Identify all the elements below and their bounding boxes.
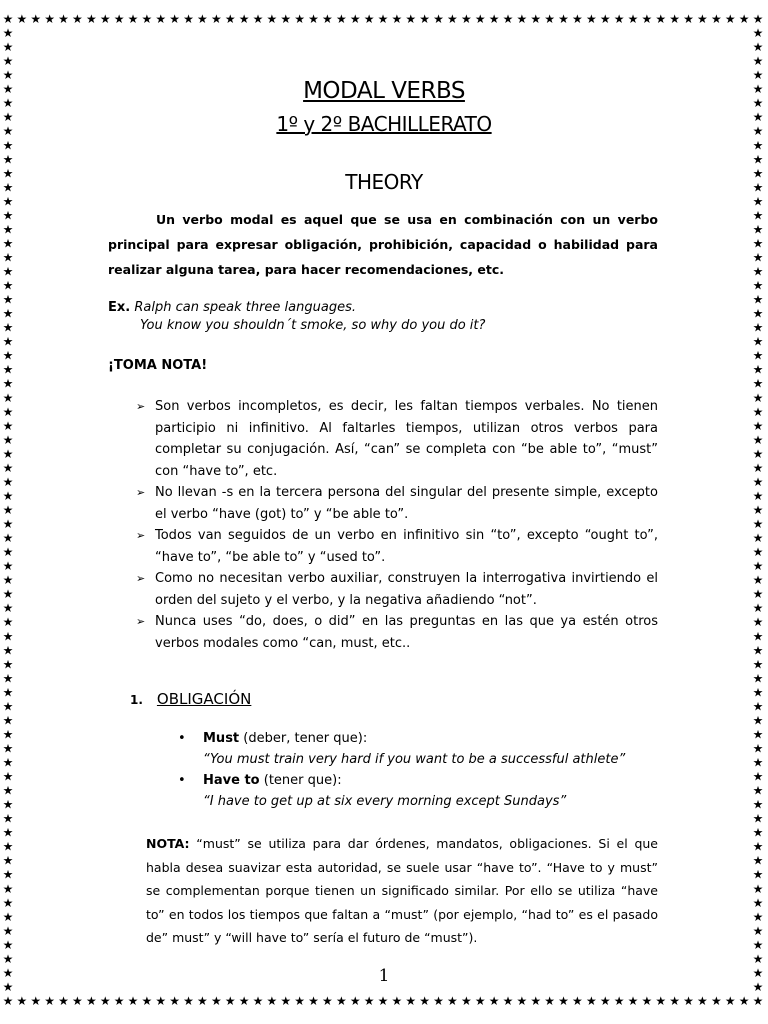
border-star-icon: ★ — [2, 278, 14, 293]
border-star-icon: ★ — [752, 278, 764, 293]
border-star-icon: ★ — [210, 994, 222, 1008]
page-title: MODAL VERBS — [303, 78, 465, 104]
arrow-bullet-icon: ➢ — [136, 615, 146, 628]
list-item — [136, 568, 658, 611]
note-text: Como no necesitan verbo auxiliar, construyen la interrogativa invirtiendo el orden del sujeto y el verbo, y la negativa añadiendo “not”. — [155, 571, 658, 608]
border-star-icon: ★ — [433, 12, 444, 26]
border-star-icon: ★ — [2, 867, 14, 882]
border-star-icon: ★ — [752, 531, 764, 546]
border-star-icon: ★ — [2, 853, 14, 868]
border-star-icon: ★ — [72, 12, 83, 26]
border-star-icon: ★ — [2, 825, 14, 840]
border-star-icon: ★ — [2, 783, 14, 798]
border-star-icon: ★ — [488, 994, 500, 1008]
border-star-icon: ★ — [391, 12, 403, 26]
border-star-icon: ★ — [752, 643, 764, 658]
border-star-icon: ★ — [30, 12, 42, 26]
border-star-icon: ★ — [2, 797, 14, 812]
border-star-icon: ★ — [2, 236, 14, 251]
arrow-bullet-icon: ➢ — [136, 572, 146, 585]
border-star-icon: ★ — [238, 12, 250, 26]
border-star-icon: ★ — [752, 825, 764, 840]
border-star-icon: ★ — [2, 531, 14, 546]
border-star-icon: ★ — [419, 12, 431, 26]
border-star-icon: ★ — [113, 994, 125, 1008]
border-star-icon: ★ — [752, 713, 764, 728]
modal-meaning: (deber, tener que): — [239, 731, 368, 746]
note-text: Nunca uses “do, does, o did” en las preguntas en las que ya estén otros verbos modales como “can, must, etc.. — [155, 614, 658, 651]
border-star-icon: ★ — [113, 12, 125, 26]
notes-list — [136, 396, 658, 654]
border-star-icon: ★ — [155, 994, 167, 1008]
border-star-icon: ★ — [280, 994, 292, 1008]
border-star-icon: ★ — [2, 965, 14, 980]
example-sentence-2: You know you shouldn´t smoke, so why do you do it? — [140, 318, 486, 333]
border-star-icon: ★ — [752, 222, 764, 237]
border-star-icon: ★ — [2, 951, 14, 966]
border-star-icon: ★ — [294, 994, 306, 1008]
border-star-icon: ★ — [2, 166, 14, 181]
border-star-icon: ★ — [2, 559, 14, 574]
nota-text: “must” se utiliza para dar órdenes, mandatos, obligaciones. Si el que habla desea suavizar esta autoridad, se suele usar “have to”. “Have to y must” se complementan porque tienen un significado similar. Por ello se utiliza “have to” en todos los tiempos que faltan a “must” (por ejemplo, “had to” es el pasado de” must” y “will have to” sería el futuro de “must”). — [146, 836, 658, 945]
border-star-icon: ★ — [183, 12, 194, 26]
border-star-icon: ★ — [752, 82, 764, 97]
border-star-icon: ★ — [2, 250, 14, 265]
border-star-icon: ★ — [308, 994, 319, 1008]
border-star-icon: ★ — [2, 615, 14, 630]
page-subtitle: 1º y 2º BACHILLERATO — [276, 112, 492, 136]
border-star-icon: ★ — [558, 12, 569, 26]
border-star-icon: ★ — [349, 994, 361, 1008]
border-star-icon: ★ — [752, 166, 764, 181]
border-star-icon: ★ — [710, 994, 722, 1008]
note-text: No llevan -s en la tercera persona del singular del presente simple, excepto el verbo “have (got) to” y “be able to”. — [155, 485, 658, 522]
border-star-icon: ★ — [502, 12, 514, 26]
modal-meaning: (tener que): — [259, 773, 342, 788]
border-star-icon: ★ — [85, 994, 97, 1008]
border-star-icon: ★ — [669, 994, 681, 1008]
border-star-icon: ★ — [2, 180, 14, 195]
border-star-icon: ★ — [2, 713, 14, 728]
border-star-icon: ★ — [141, 12, 153, 26]
border-star-icon: ★ — [752, 292, 764, 307]
border-star-icon: ★ — [2, 923, 14, 938]
border-star-icon: ★ — [752, 376, 764, 391]
border-star-icon: ★ — [2, 587, 14, 602]
border-star-icon: ★ — [460, 12, 472, 26]
border-star-icon: ★ — [544, 12, 556, 26]
border-star-icon: ★ — [752, 362, 764, 377]
border-star-icon: ★ — [2, 138, 14, 153]
border-star-icon: ★ — [752, 769, 764, 784]
border-star-icon: ★ — [72, 994, 83, 1008]
section-number: 1. — [130, 693, 143, 707]
border-star-icon: ★ — [752, 236, 764, 251]
border-star-icon: ★ — [2, 685, 14, 700]
border-star-icon: ★ — [683, 12, 694, 26]
border-star-icon: ★ — [308, 12, 319, 26]
border-star-icon: ★ — [2, 545, 14, 560]
border-star-icon: ★ — [2, 979, 14, 994]
modal-verb: Have to — [203, 773, 260, 788]
border-star-icon: ★ — [224, 994, 236, 1008]
border-star-icon: ★ — [2, 292, 14, 307]
border-star-icon: ★ — [530, 994, 542, 1008]
border-star-icon: ★ — [2, 629, 14, 644]
border-star-icon: ★ — [252, 12, 264, 26]
border-star-icon: ★ — [2, 601, 14, 616]
border-star-icon: ★ — [2, 418, 14, 433]
border-star-icon: ★ — [544, 994, 556, 1008]
border-star-icon: ★ — [2, 348, 14, 363]
border-star-icon: ★ — [752, 994, 764, 1008]
border-star-icon: ★ — [335, 12, 347, 26]
border-star-icon: ★ — [2, 26, 14, 41]
border-star-icon: ★ — [752, 432, 764, 447]
nota-paragraph — [146, 832, 658, 950]
border-star-icon: ★ — [752, 895, 764, 910]
border-star-icon: ★ — [752, 390, 764, 405]
border-star-icon: ★ — [752, 306, 764, 321]
border-star-icon: ★ — [752, 559, 764, 574]
border-star-icon: ★ — [2, 699, 14, 714]
border-star-icon: ★ — [2, 12, 14, 26]
border-star-icon: ★ — [752, 320, 764, 335]
border-star-icon: ★ — [752, 615, 764, 630]
border-star-icon: ★ — [655, 994, 667, 1008]
example-line-1 — [108, 295, 356, 320]
border-star-icon: ★ — [197, 994, 208, 1008]
section-label: OBLIGACIÓN — [156, 690, 252, 708]
border-star-icon: ★ — [335, 994, 347, 1008]
border-star-icon: ★ — [752, 937, 764, 952]
border-star-icon: ★ — [724, 12, 736, 26]
border-star-icon: ★ — [2, 727, 14, 742]
border-star-icon: ★ — [752, 811, 764, 826]
border-star-icon: ★ — [85, 12, 97, 26]
border-star-icon: ★ — [2, 811, 14, 826]
list-item — [136, 525, 658, 568]
border-star-icon: ★ — [322, 12, 333, 26]
border-star-icon: ★ — [724, 994, 736, 1008]
border-star-icon: ★ — [58, 994, 69, 1008]
border-star-icon: ★ — [2, 741, 14, 756]
border-star-icon: ★ — [752, 488, 764, 503]
border-star-icon: ★ — [752, 979, 764, 994]
border-star-icon: ★ — [752, 124, 764, 139]
border-star-icon: ★ — [266, 994, 278, 1008]
border-star-icon: ★ — [99, 12, 111, 26]
border-star-icon: ★ — [58, 12, 69, 26]
arrow-bullet-icon: ➢ — [136, 486, 146, 499]
border-star-icon: ★ — [2, 54, 14, 69]
example-label: Ex. — [108, 300, 131, 315]
border-star-icon: ★ — [30, 994, 42, 1008]
border-star-icon: ★ — [2, 306, 14, 321]
border-star-icon: ★ — [2, 755, 14, 770]
border-star-icon: ★ — [752, 460, 764, 475]
border-star-icon: ★ — [752, 839, 764, 854]
border-star-icon: ★ — [447, 12, 458, 26]
border-star-icon: ★ — [599, 12, 611, 26]
border-star-icon: ★ — [752, 853, 764, 868]
border-star-icon: ★ — [16, 12, 28, 26]
border-star-icon: ★ — [752, 545, 764, 560]
border-star-icon: ★ — [752, 629, 764, 644]
arrow-bullet-icon: ➢ — [136, 400, 146, 413]
border-star-icon: ★ — [752, 783, 764, 798]
border-star-icon: ★ — [585, 12, 597, 26]
border-star-icon: ★ — [558, 994, 569, 1008]
bullet-dot-icon: • — [178, 731, 186, 746]
border-star-icon: ★ — [2, 376, 14, 391]
border-star-icon: ★ — [266, 12, 278, 26]
border-star-icon: ★ — [697, 12, 708, 26]
border-star-icon: ★ — [2, 460, 14, 475]
border-star-icon: ★ — [377, 12, 389, 26]
border-star-icon: ★ — [752, 68, 764, 83]
note-text: Son verbos incompletos, es decir, les faltan tiempos verbales. No tienen participio ni infinitivo. Al faltarles tiempos, utilizan otros verbos para completar su conjugación. Así, “can” se completa con “be able to”, “must” con “have to”, etc. — [155, 399, 658, 479]
border-star-icon: ★ — [2, 881, 14, 896]
border-star-icon: ★ — [44, 12, 56, 26]
border-star-icon: ★ — [683, 994, 694, 1008]
border-star-icon: ★ — [2, 124, 14, 139]
border-star-icon: ★ — [572, 994, 583, 1008]
intro-paragraph: Un verbo modal es aquel que se usa en combinación con un verbo principal para expresar obligación, prohibición, capacidad o habilidad para realizar alguna tarea, para hacer recomendaciones, etc. — [108, 212, 658, 277]
border-star-icon: ★ — [169, 994, 181, 1008]
border-star-icon: ★ — [2, 517, 14, 532]
border-star-icon: ★ — [2, 334, 14, 349]
border-star-icon: ★ — [752, 348, 764, 363]
border-star-icon: ★ — [2, 96, 14, 111]
list-item — [136, 611, 658, 654]
border-star-icon: ★ — [585, 994, 597, 1008]
border-star-icon: ★ — [738, 12, 750, 26]
border-star-icon: ★ — [572, 12, 583, 26]
example-sentence-1: Ralph can speak three languages. — [134, 300, 356, 315]
border-star-icon: ★ — [377, 994, 389, 1008]
bullet-dot-icon: • — [178, 773, 186, 788]
border-star-icon: ★ — [752, 727, 764, 742]
border-star-icon: ★ — [752, 867, 764, 882]
border-star-icon: ★ — [752, 881, 764, 896]
border-star-icon: ★ — [752, 12, 764, 26]
border-star-icon: ★ — [2, 82, 14, 97]
border-star-icon: ★ — [2, 839, 14, 854]
border-star-icon: ★ — [641, 12, 653, 26]
border-star-icon: ★ — [752, 250, 764, 265]
border-star-icon: ★ — [752, 923, 764, 938]
border-star-icon: ★ — [447, 994, 458, 1008]
border-star-icon: ★ — [627, 994, 639, 1008]
list-item — [136, 396, 658, 482]
theory-heading: THEORY — [345, 170, 423, 194]
border-star-icon: ★ — [516, 12, 528, 26]
border-star-icon: ★ — [2, 320, 14, 335]
note-text: Todos van seguidos de un verbo en infinitivo sin “to”, excepto “ought to”, “have to”, “be able to” y “used to”. — [155, 528, 658, 565]
border-star-icon: ★ — [752, 685, 764, 700]
border-star-icon: ★ — [752, 741, 764, 756]
border-star-icon: ★ — [752, 334, 764, 349]
border-star-icon: ★ — [752, 180, 764, 195]
arrow-bullet-icon: ➢ — [136, 529, 146, 542]
border-star-icon: ★ — [2, 40, 14, 55]
border-star-icon: ★ — [224, 12, 236, 26]
border-star-icon: ★ — [502, 994, 514, 1008]
border-star-icon: ★ — [460, 994, 472, 1008]
border-star-icon: ★ — [2, 264, 14, 279]
border-star-icon: ★ — [2, 208, 14, 223]
border-star-icon: ★ — [2, 446, 14, 461]
border-star-icon: ★ — [752, 671, 764, 686]
border-star-icon: ★ — [2, 152, 14, 167]
border-star-icon: ★ — [627, 12, 639, 26]
border-star-icon: ★ — [2, 657, 14, 672]
border-star-icon: ★ — [641, 994, 653, 1008]
nota-label: NOTA: — [146, 836, 190, 851]
border-star-icon: ★ — [2, 573, 14, 588]
border-star-icon: ★ — [669, 12, 681, 26]
border-star-icon: ★ — [613, 994, 625, 1008]
border-star-icon: ★ — [752, 194, 764, 209]
border-star-icon: ★ — [752, 474, 764, 489]
border-star-icon: ★ — [752, 26, 764, 41]
list-item — [136, 482, 658, 525]
border-star-icon: ★ — [2, 362, 14, 377]
border-star-icon: ★ — [710, 12, 722, 26]
border-star-icon: ★ — [474, 12, 486, 26]
border-star-icon: ★ — [127, 994, 139, 1008]
border-star-icon: ★ — [2, 68, 14, 83]
border-star-icon: ★ — [99, 994, 111, 1008]
border-star-icon: ★ — [752, 965, 764, 980]
border-star-icon: ★ — [752, 152, 764, 167]
border-star-icon: ★ — [752, 573, 764, 588]
border-star-icon: ★ — [16, 994, 28, 1008]
border-star-icon: ★ — [474, 994, 486, 1008]
border-star-icon: ★ — [405, 994, 417, 1008]
border-star-icon: ★ — [127, 12, 139, 26]
modal-example: “I have to get up at six every morning except Sundays” — [203, 794, 567, 809]
border-star-icon: ★ — [2, 994, 14, 1008]
border-star-icon: ★ — [752, 587, 764, 602]
border-star-icon: ★ — [433, 994, 444, 1008]
border-star-icon: ★ — [752, 797, 764, 812]
border-star-icon: ★ — [2, 432, 14, 447]
border-star-icon: ★ — [516, 994, 528, 1008]
border-star-icon: ★ — [752, 40, 764, 55]
border-star-icon: ★ — [349, 12, 361, 26]
border-star-icon: ★ — [599, 994, 611, 1008]
border-star-icon: ★ — [2, 671, 14, 686]
border-star-icon: ★ — [2, 895, 14, 910]
border-star-icon: ★ — [2, 404, 14, 419]
border-star-icon: ★ — [197, 12, 208, 26]
border-star-icon: ★ — [252, 994, 264, 1008]
border-star-icon: ★ — [2, 503, 14, 517]
border-star-icon: ★ — [2, 222, 14, 237]
border-star-icon: ★ — [752, 264, 764, 279]
border-star-icon: ★ — [752, 909, 764, 924]
border-star-icon: ★ — [294, 12, 306, 26]
toma-nota-heading: ¡TOMA NOTA! — [108, 358, 208, 373]
border-star-icon: ★ — [752, 54, 764, 69]
border-star-icon: ★ — [697, 994, 708, 1008]
border-star-icon: ★ — [752, 404, 764, 419]
border-star-icon: ★ — [210, 12, 222, 26]
border-star-icon: ★ — [2, 643, 14, 658]
border-star-icon: ★ — [752, 951, 764, 966]
border-star-icon: ★ — [280, 12, 292, 26]
border-star-icon: ★ — [44, 994, 56, 1008]
border-star-icon: ★ — [655, 12, 667, 26]
border-star-icon: ★ — [488, 12, 500, 26]
border-star-icon: ★ — [391, 994, 403, 1008]
border-star-icon: ★ — [2, 474, 14, 489]
border-star-icon: ★ — [2, 769, 14, 784]
border-star-icon: ★ — [238, 994, 250, 1008]
border-star-icon: ★ — [405, 12, 417, 26]
border-star-icon: ★ — [2, 390, 14, 405]
border-star-icon: ★ — [363, 12, 375, 26]
border-star-icon: ★ — [169, 12, 181, 26]
border-star-icon: ★ — [752, 418, 764, 433]
border-star-icon: ★ — [752, 110, 764, 125]
border-star-icon: ★ — [752, 503, 764, 517]
border-star-icon: ★ — [2, 909, 14, 924]
border-star-icon: ★ — [183, 994, 194, 1008]
border-star-icon: ★ — [322, 994, 333, 1008]
border-star-icon: ★ — [752, 446, 764, 461]
modal-example: “You must train very hard if you want to be a successful athlete” — [203, 752, 626, 767]
border-star-icon: ★ — [752, 96, 764, 111]
border-star-icon: ★ — [752, 755, 764, 770]
border-star-icon: ★ — [752, 601, 764, 616]
border-star-icon: ★ — [752, 517, 764, 532]
modal-verb: Must — [203, 731, 240, 746]
section-heading — [130, 690, 251, 708]
border-star-icon: ★ — [530, 12, 542, 26]
border-star-icon: ★ — [752, 138, 764, 153]
border-star-icon: ★ — [752, 657, 764, 672]
border-star-icon: ★ — [752, 699, 764, 714]
border-star-icon: ★ — [141, 994, 153, 1008]
border-star-icon: ★ — [419, 994, 431, 1008]
border-star-icon: ★ — [2, 937, 14, 952]
page-number: 1 — [378, 966, 390, 986]
border-star-icon: ★ — [613, 12, 625, 26]
border-star-icon: ★ — [2, 194, 14, 209]
border-star-icon: ★ — [2, 110, 14, 125]
border-star-icon: ★ — [363, 994, 375, 1008]
border-star-icon: ★ — [738, 994, 750, 1008]
border-star-icon: ★ — [752, 208, 764, 223]
border-star-icon: ★ — [155, 12, 167, 26]
border-star-icon: ★ — [2, 488, 14, 503]
